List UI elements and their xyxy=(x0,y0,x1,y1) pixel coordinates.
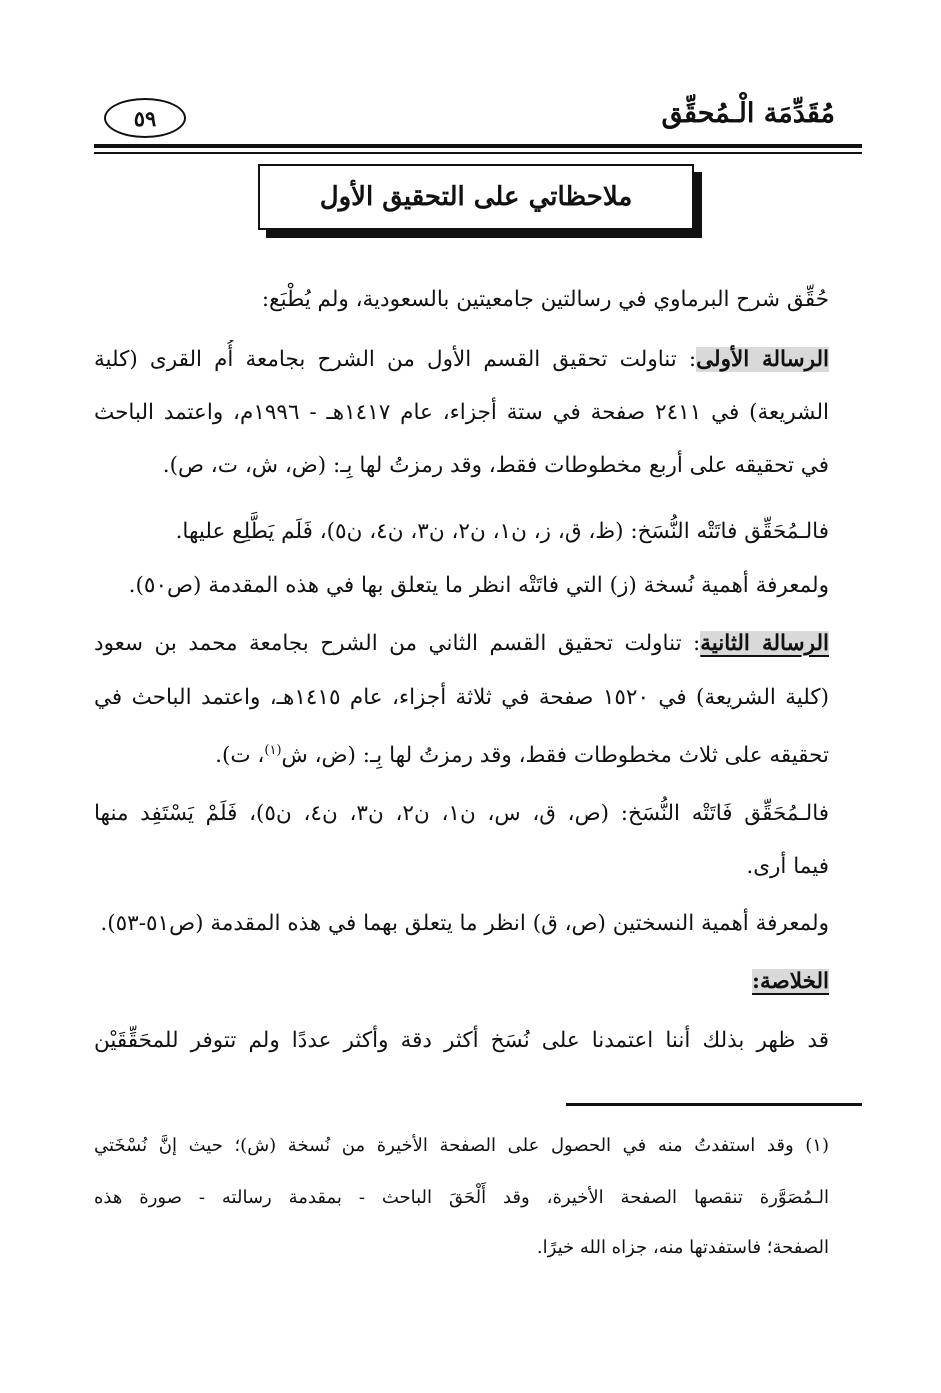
thesis1-importance: ولمعرفة أهمية نُسخة (ز) التي فاتَتْه انظر ما يتعلق بها في هذه المقدمة (ص٥٠). xyxy=(128,573,829,598)
thesis1-line1 xyxy=(94,340,829,380)
thesis1-line3: في تحقيقه على أربع مخطوطات فقط، وقد رمزتُ لها بِـ: (ض، ش، ت، ص). xyxy=(162,453,829,478)
thesis2-line1-text: : تناولت تحقيق القسم الثاني من الشرح بجامعة محمد بن سعود xyxy=(94,631,701,656)
thesis2-label: الرسالة الثانية xyxy=(700,631,829,656)
footnote-line3: الصفحة؛ فاستفدتها منه، جزاه الله خيرًا. xyxy=(536,1237,829,1258)
running-title: مُقَدِّمَة الْـمُحقِّق xyxy=(661,98,835,129)
page-number-oval xyxy=(104,98,186,138)
section-title-box xyxy=(258,164,694,230)
summary-heading xyxy=(752,962,829,1002)
header-rule-thin xyxy=(94,152,862,154)
thesis2-missing-line1: فالـمُحَقِّق فَاتَتْه النُّسَخ: (ص، ق، س، ن١، ن٢، ن٣، ن٤، ن٥)، فَلَمْ يَسْتَفِد منها xyxy=(94,801,829,826)
footnote-ref: (١) xyxy=(264,743,282,758)
page-number: ٥٩ xyxy=(133,105,157,131)
footnote-rule xyxy=(566,1103,862,1106)
intro-line: حُقِّق شرح البرماوي في رسالتين جامعيتين بالسعودية، ولم يُطْبَع: xyxy=(261,287,829,312)
summary-line: قد ظهر بذلك أننا اعتمدنا على نُسَخ أكثر دقة وأكثر عددًا ولم تتوفر للمحَقِّقَيْن xyxy=(94,1028,829,1053)
thesis1-line2: الشريعة) في ٢٤١١ صفحة في ستة أجزاء، عام ١٤١٧هـ - ١٩٩٦م، واعتمد الباحث xyxy=(94,400,829,425)
summary-label: الخلاصة: xyxy=(752,969,829,994)
thesis1-missing: فالـمُحَقِّق فاتَتْه النُّسَخ: (ظ، ق، ز، ن١، ن٢، ن٣، ن٤، ن٥)، فَلَم يَطَّلِع عليها. xyxy=(175,519,829,544)
thesis2-importance: ولمعرفة أهمية النسختين (ص، ق) انظر ما يتعلق بهما في هذه المقدمة (ص٥١-٥٣). xyxy=(100,911,829,936)
thesis2-line3-a: تحقيقه على ثلاث مخطوطات فقط، وقد رمزتُ لها بِـ: (ض، ش xyxy=(281,743,829,769)
header-rule-thick xyxy=(94,144,862,148)
footnote-line2: الـمُصَوَّرة تنقصها الصفحة الأخيرة، وقد أَلْحَقَ الباحث - بمقدمة رسالته - صورة هذه xyxy=(94,1187,829,1208)
thesis1-line1-text: : تناولت تحقيق القسم الأول من الشرح بجامعة أُم القرى (كلية xyxy=(94,347,697,372)
footnote-line1: (١) وقد استفدتُ منه في الحصول على الصفحة الأخيرة من نُسخة (ش)؛ حيث إنَّ نُسْخَتي xyxy=(94,1135,829,1156)
thesis2-missing-line2: فيما أرى. xyxy=(746,854,829,879)
thesis1-label: الرسالة الأولى xyxy=(696,347,829,372)
thesis2-line1 xyxy=(94,624,829,664)
thesis2-line2: (كلية الشريعة) في ١٥٢٠ صفحة في ثلاثة أجزاء، عام ١٤١٥هـ، واعتمد الباحث في xyxy=(94,685,829,710)
thesis2-line3 xyxy=(215,731,829,771)
thesis2-line3-b: ، ت). xyxy=(215,743,265,769)
section-title: ملاحظاتي على التحقيق الأول xyxy=(319,182,633,212)
